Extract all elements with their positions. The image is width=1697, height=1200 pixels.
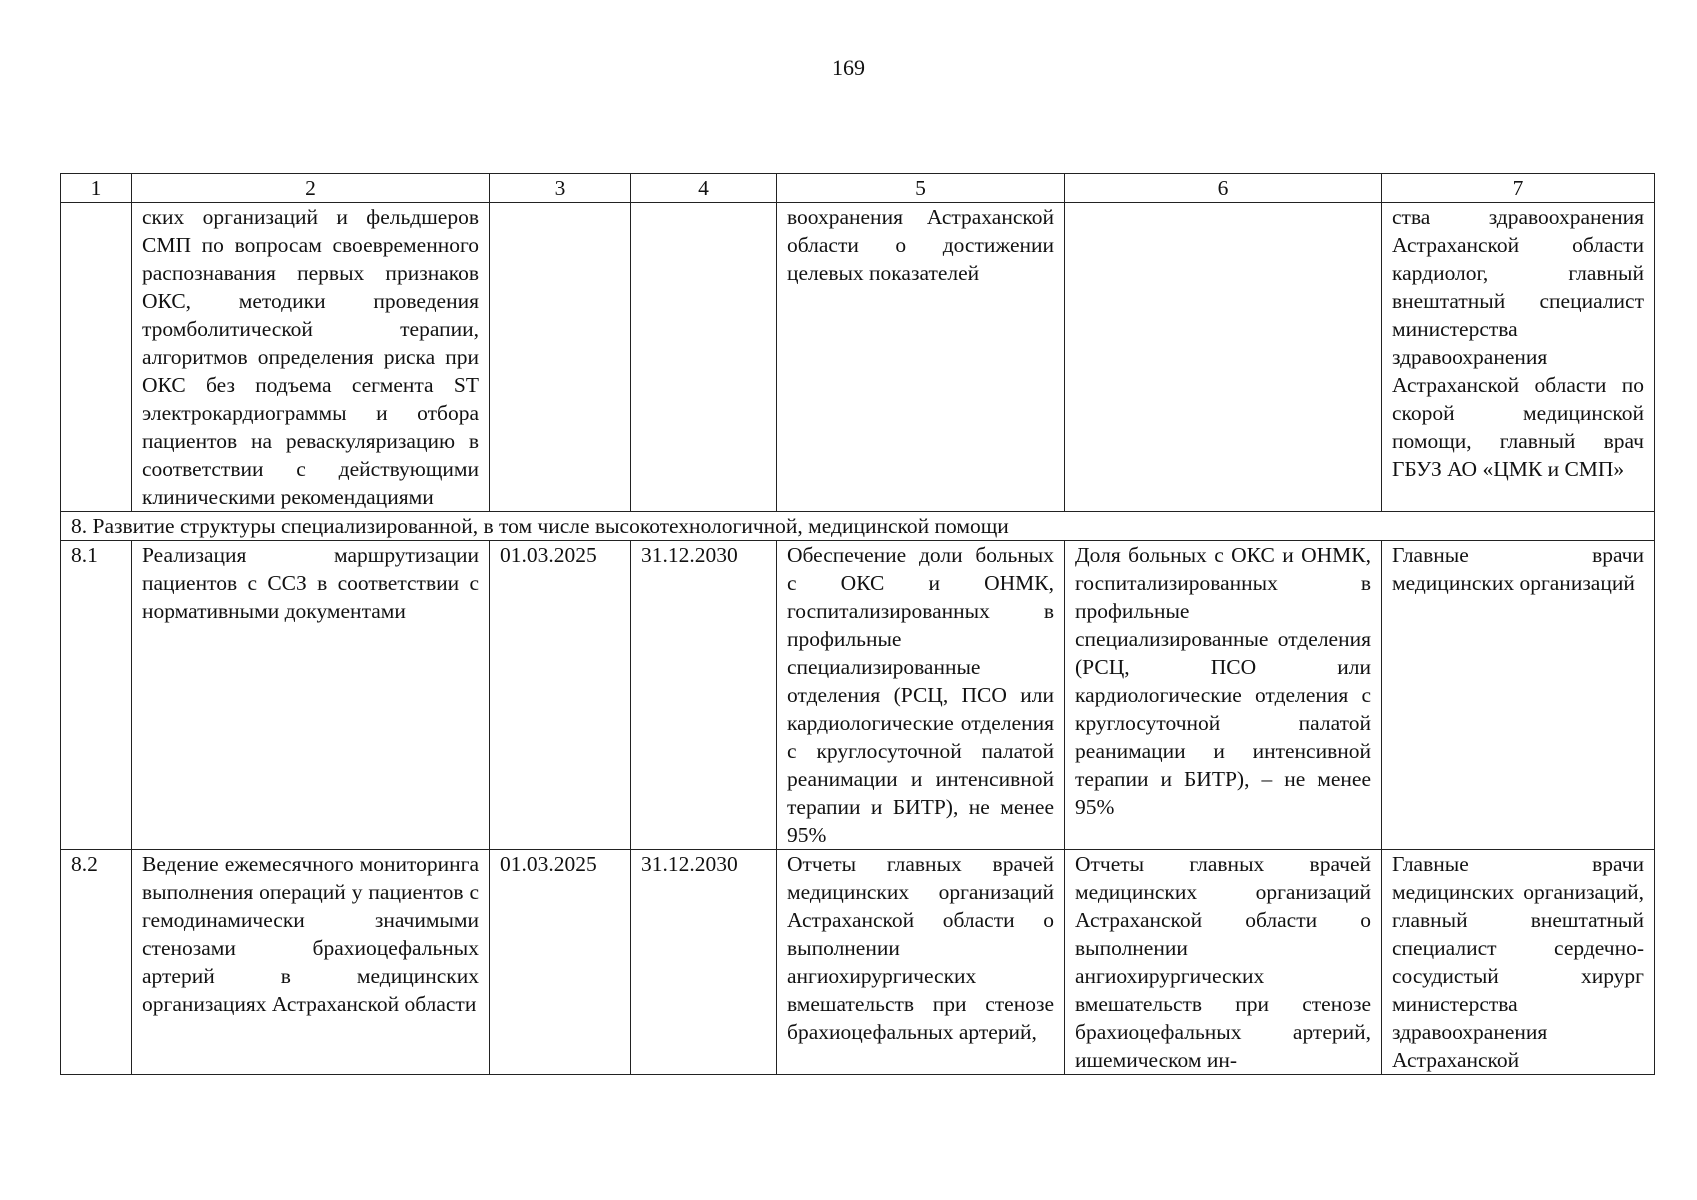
column-header-7: 7 [1382, 174, 1655, 203]
column-header-1: 1 [61, 174, 132, 203]
cell-activity: Ведение ежемесячного мониторинга выполнения операций у пациентов с гемодинамически значимыми стенозами брахиоцефальных артерий в медицинских организациях Астраханской области [132, 850, 490, 1075]
cell-result: Обеспечение доли больных с ОКС и ОНМК, госпитализированных в профильные специализированные отделения (РСЦ, ПСО или кардиологические отделения с круглосуточной палатой реанимации и интенсивной терапии и БИТР), не менее 95% [777, 541, 1065, 850]
column-header-2: 2 [132, 174, 490, 203]
cell-start-date: 01.03.2025 [490, 850, 631, 1075]
cell-end-date: 31.12.2030 [631, 850, 777, 1075]
table-row-8-2 [61, 850, 1655, 1075]
column-header-5: 5 [777, 174, 1065, 203]
cell-activity: ских организаций и фельдшеров СМП по вопросам своевременного распознавания первых признаков ОКС, методики проведения тромболитической терапии, алгоритмов определения риска при ОКС без подъема сегмента ST электрокардиограммы и отбора пациентов на реваскуляризацию в соответствии с действующими клиническими рекомендациями [132, 203, 490, 512]
column-header-3: 3 [490, 174, 631, 203]
plan-table [60, 173, 1655, 1075]
page-number: 169 [832, 55, 865, 80]
cell-responsible: ства здравоохранения Астраханской области кардиолог, главный внештатный специалист министерства здравоохранения Астраханской области по скорой медицинской помощи, главный врач ГБУЗ АО «ЦМК и СМП» [1382, 203, 1655, 512]
cell-end-date [631, 203, 777, 512]
table-row-8-1 [61, 541, 1655, 850]
cell-number: 8.2 [61, 850, 132, 1075]
cell-result: воохранения Астраханской области о достижении целевых показателей [777, 203, 1065, 512]
cell-start-date [490, 203, 631, 512]
cell-number [61, 203, 132, 512]
cell-responsible: Главные врачи медицинских организаций, главный внештатный специалист сердечно-сосудистый хирург министерства здравоохранения Астраханской [1382, 850, 1655, 1075]
cell-number: 8.1 [61, 541, 132, 850]
section-title: 8. Развитие структуры специализированной, в том числе высокотехнологичной, медицинской помощи [61, 512, 1655, 541]
table-row-continued [61, 203, 1655, 512]
cell-indicator: Доля больных с ОКС и ОНМК, госпитализированных в профильные специализированные отделения (РСЦ, ПСО или кардиологические отделения с круглосуточной палатой реанимации и интенсивной терапии и БИТР), – не менее 95% [1065, 541, 1382, 850]
column-header-6: 6 [1065, 174, 1382, 203]
cell-result: Отчеты главных врачей медицинских организаций Астраханской области о выполнении ангиохирургических вмешательств при стенозе брахиоцефальных артерий, [777, 850, 1065, 1075]
header-row [61, 174, 1655, 203]
column-header-4: 4 [631, 174, 777, 203]
cell-responsible: Главные врачи медицинских организаций [1382, 541, 1655, 850]
cell-end-date: 31.12.2030 [631, 541, 777, 850]
section-row [61, 512, 1655, 541]
cell-indicator [1065, 203, 1382, 512]
cell-start-date: 01.03.2025 [490, 541, 631, 850]
cell-activity: Реализация маршрутизации пациентов с ССЗ в соответствии с нормативными документами [132, 541, 490, 850]
cell-indicator: Отчеты главных врачей медицинских организаций Астраханской области о выполнении ангиохирургических вмешательств при стенозе брахиоцефальных артерий, ишемическом ин- [1065, 850, 1382, 1075]
